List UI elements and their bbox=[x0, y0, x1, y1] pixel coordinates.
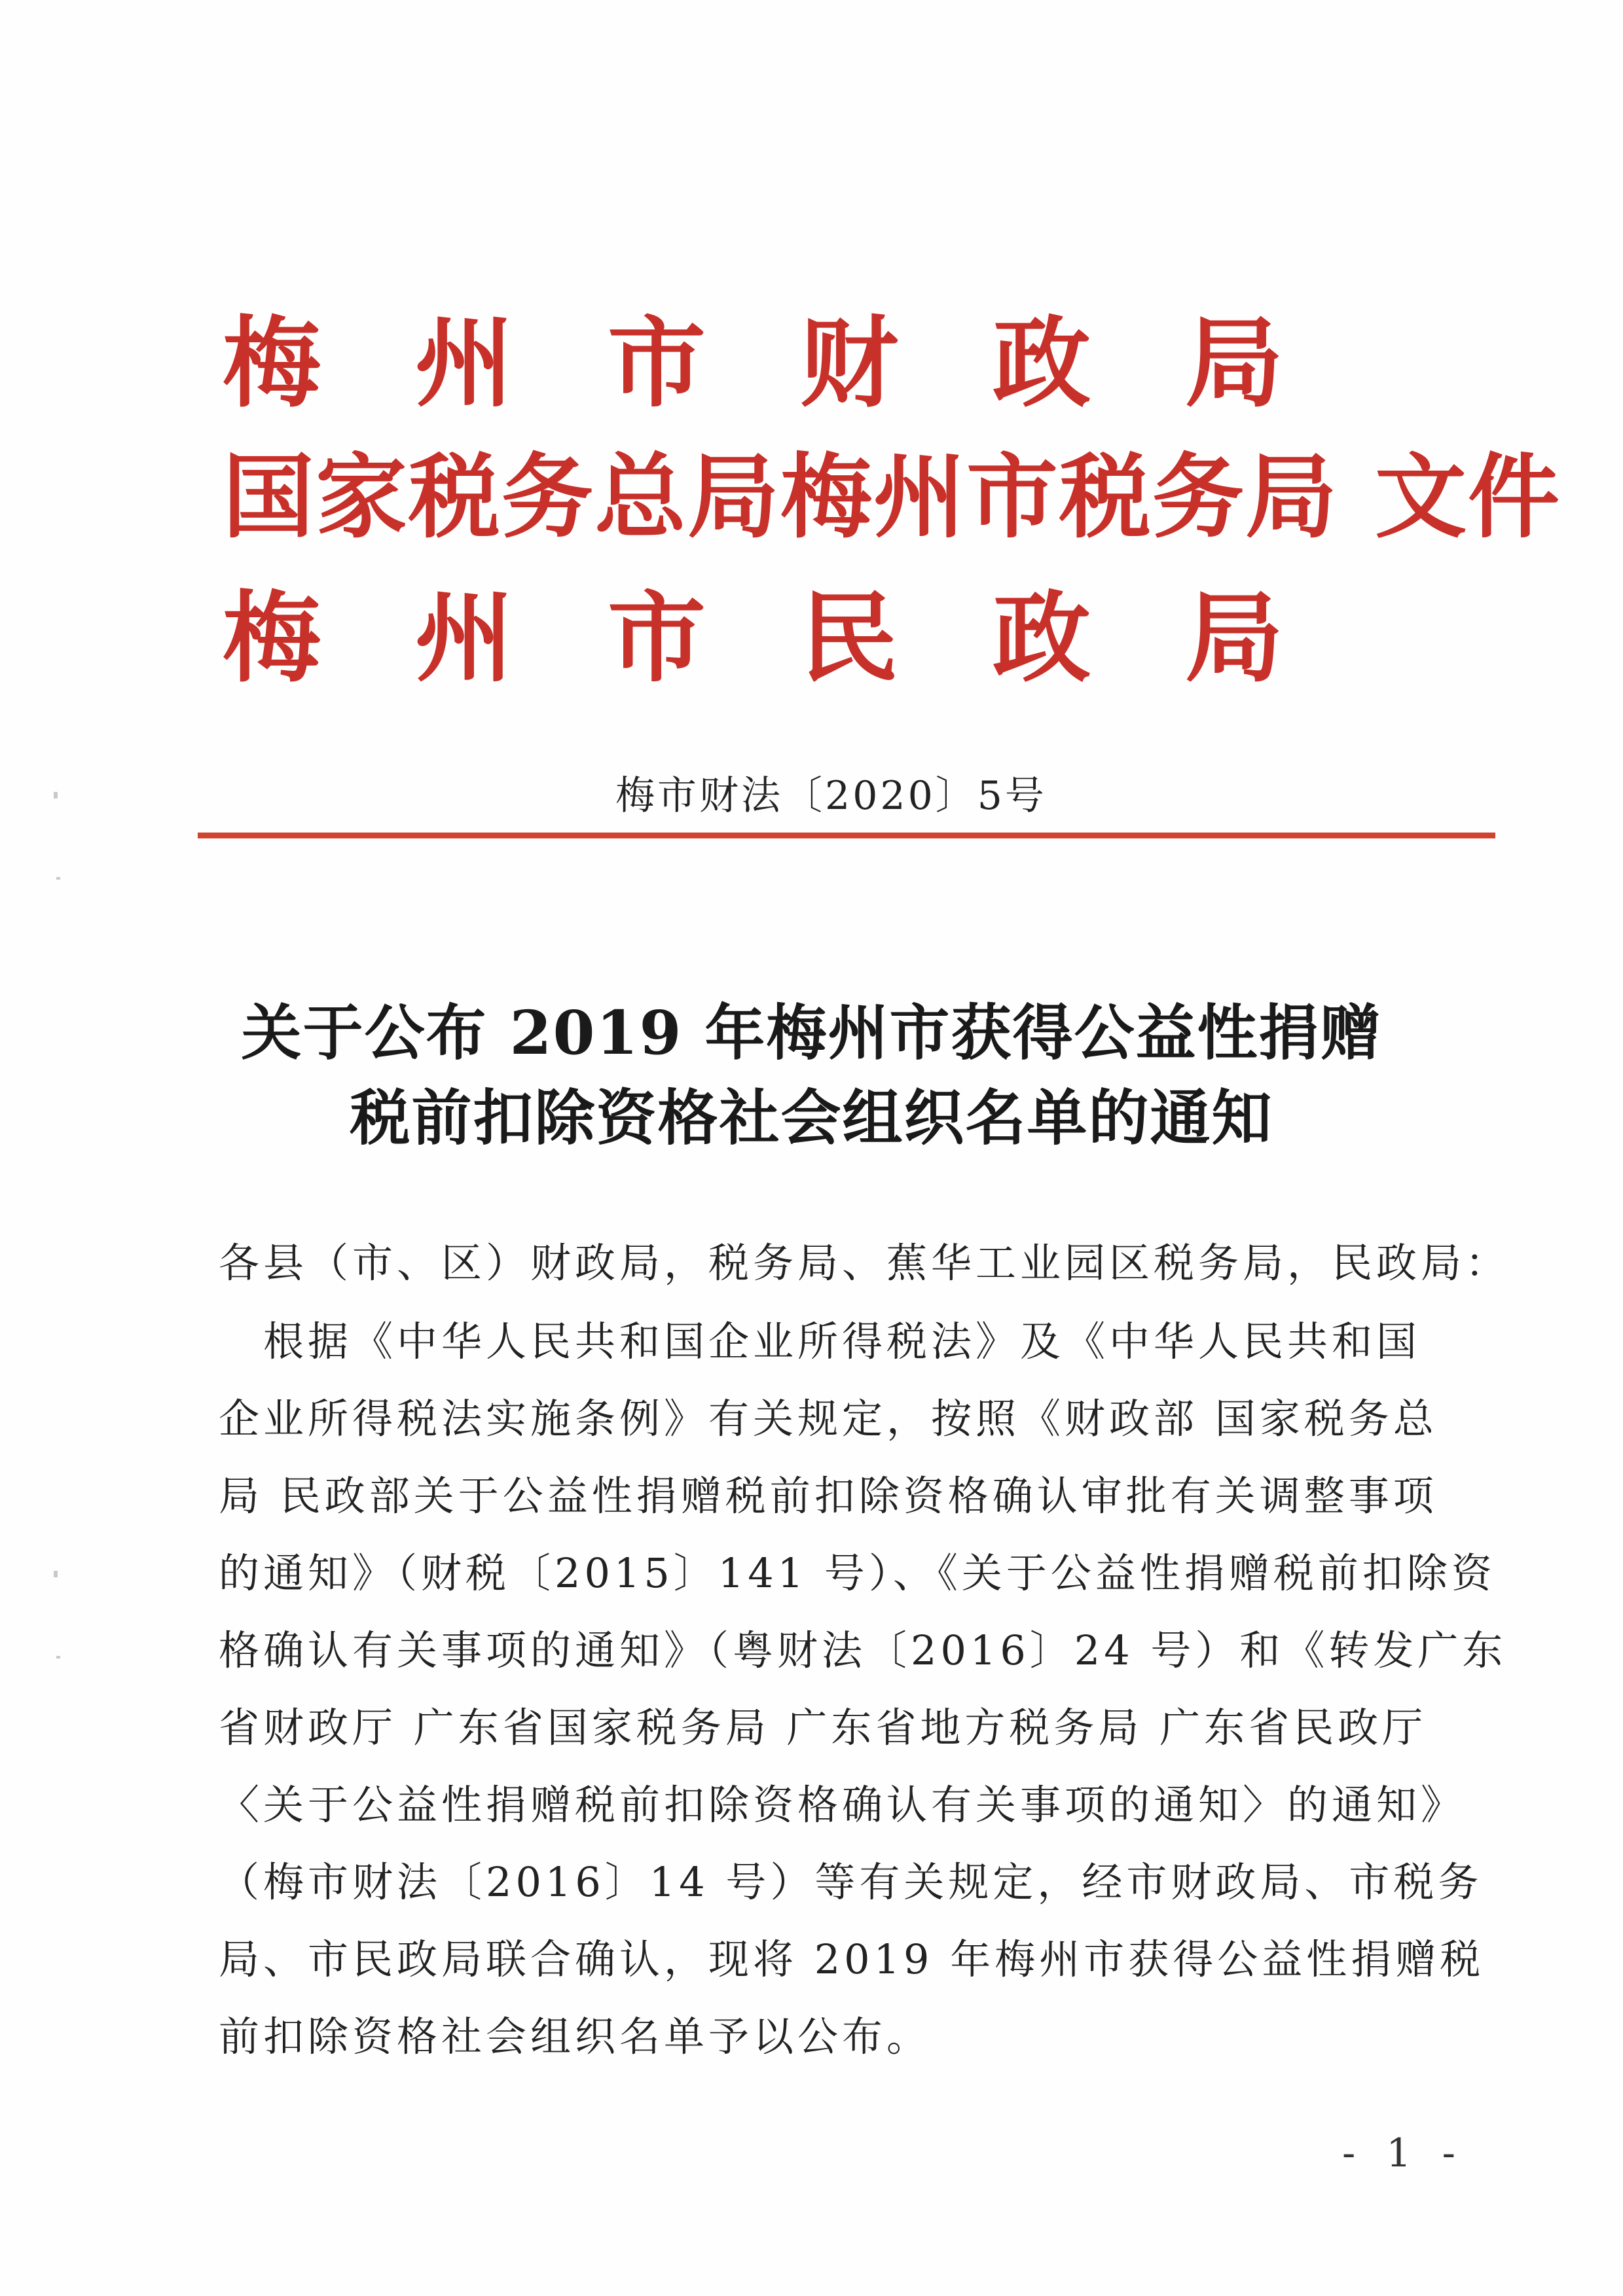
document-type-label: 文件 bbox=[1375, 444, 1561, 551]
issuer-line-finance-bureau bbox=[223, 306, 1283, 421]
issuer-char: 州 bbox=[414, 306, 513, 421]
issuer-line-civil-affairs-bureau bbox=[223, 581, 1283, 696]
body-line: 局 民政部关于公益性捐赠税前扣除资格确认审批有关调整事项 bbox=[219, 1472, 1438, 1520]
body-line: 〈关于公益性捐赠税前扣除资格确认有关事项的通知〉的通知》 bbox=[219, 1781, 1466, 1829]
scan-speck bbox=[56, 877, 60, 880]
salutation: 各县（市、区）财政局，税务局、蕉华工业园区税务局，民政局： bbox=[219, 1239, 1510, 1287]
issuer-char: 局 bbox=[1184, 306, 1283, 421]
scan-speck bbox=[56, 1656, 60, 1659]
issuer-char: 局 bbox=[1184, 581, 1283, 696]
body-line: 格确认有关事项的通知》（粤财法〔2016〕24 号）和《转发广东 bbox=[219, 1626, 1507, 1674]
document-number: 梅市财法〔2020〕5号 bbox=[615, 773, 1047, 819]
issuer-char: 州 bbox=[414, 581, 513, 696]
header-red-rule bbox=[198, 833, 1495, 838]
body-line: （梅市财法〔2016〕14 号）等有关规定，经市财政局、市税务 bbox=[219, 1858, 1483, 1906]
body-line: 根据《中华人民共和国企业所得税法》及《中华人民共和国 bbox=[219, 1318, 1421, 1365]
body-line: 前扣除资格社会组织名单予以公布。 bbox=[219, 2013, 932, 2060]
document-title-line-1: 关于公布 2019 年梅州市获得公益性捐赠 bbox=[241, 997, 1382, 1068]
issuer-char: 民 bbox=[799, 581, 898, 696]
issuer-char: 市 bbox=[607, 306, 706, 421]
page-number: - 1 - bbox=[1342, 2130, 1465, 2176]
issuer-char: 政 bbox=[992, 306, 1091, 421]
scan-speck bbox=[54, 1571, 58, 1577]
issuer-line-tax-bureau bbox=[223, 444, 1561, 551]
issuer-char: 梅 bbox=[223, 581, 321, 696]
issuer-char: 梅 bbox=[223, 306, 321, 421]
document-title-line-2: 税前扣除资格社会组织名单的通知 bbox=[350, 1083, 1273, 1153]
issuer-char: 市 bbox=[607, 581, 706, 696]
body-line: 局、市民政局联合确认，现将 2019 年梅州市获得公益性捐赠税 bbox=[219, 1935, 1485, 1983]
scan-speck bbox=[54, 792, 58, 798]
issuer-tax-bureau-name: 国家税务总局梅州市税务局 bbox=[223, 444, 1339, 551]
body-line: 省财政厅 广东省国家税务局 广东省地方税务局 广东省民政厅 bbox=[219, 1704, 1427, 1751]
issuer-char: 财 bbox=[799, 306, 898, 421]
issuer-char: 政 bbox=[992, 581, 1091, 696]
body-line: 企业所得税法实施条例》有关规定，按照《财政部 国家税务总 bbox=[219, 1395, 1438, 1443]
body-line: 的通知》（财税〔2015〕141 号）、《关于公益性捐赠税前扣除资 bbox=[219, 1549, 1496, 1597]
